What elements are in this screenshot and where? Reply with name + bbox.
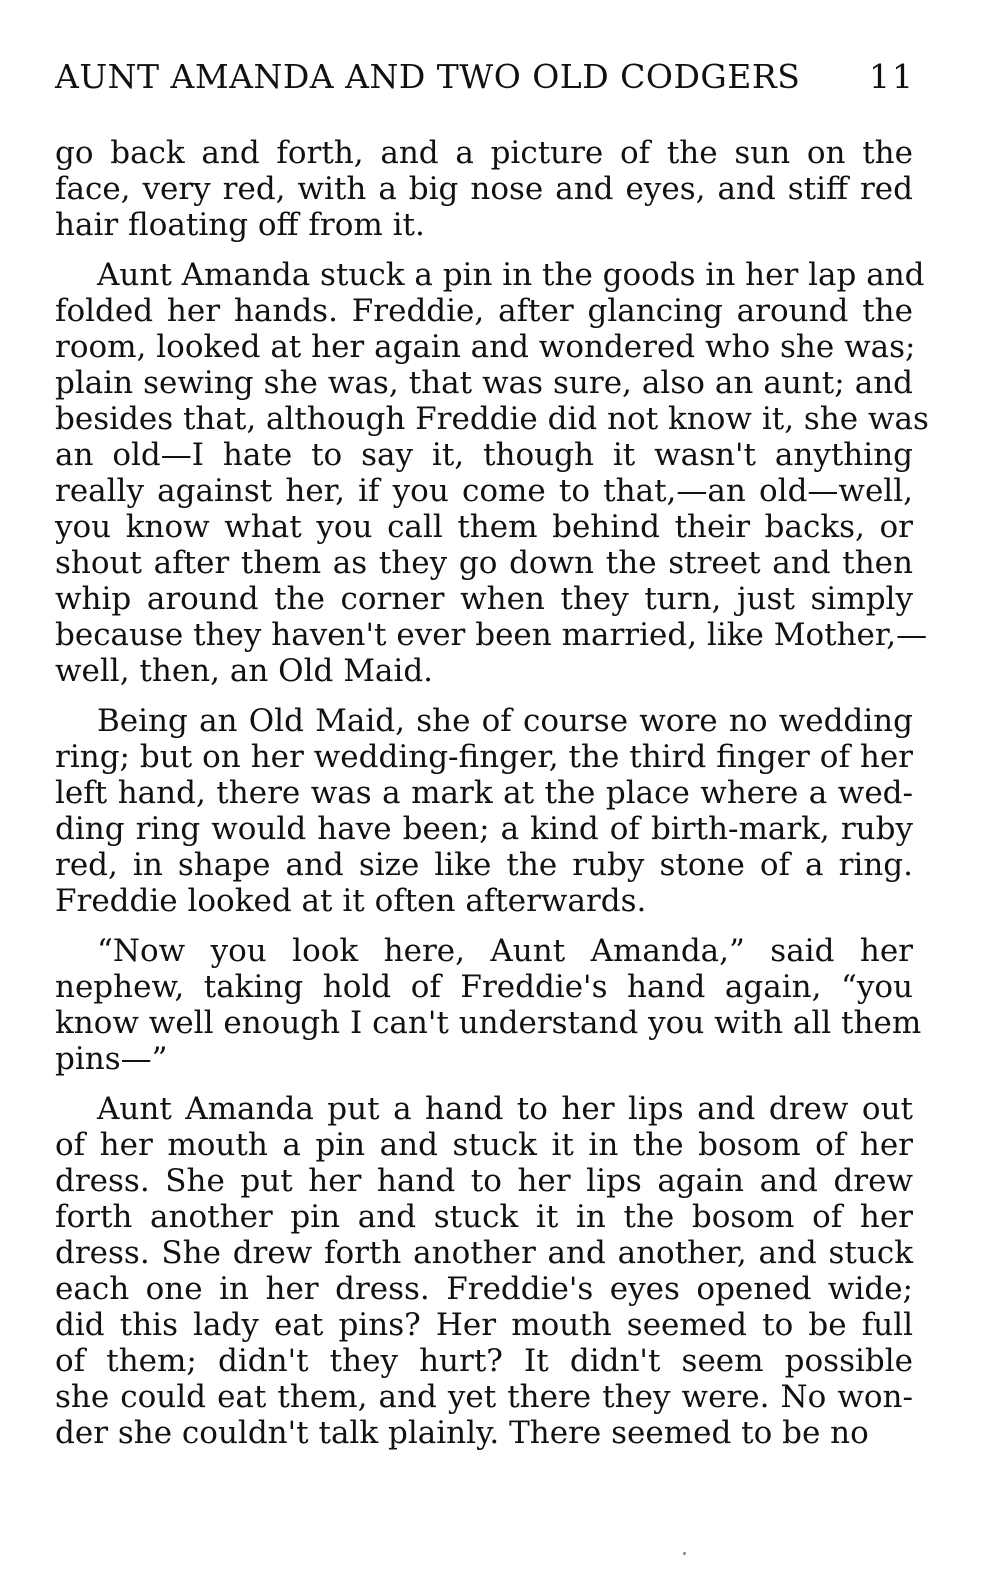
text-line: because they haven't ever been married, like Mother,— [55, 617, 928, 653]
text-line: face, very red, with a big nose and eyes, and stiff red [55, 171, 913, 207]
text-line: know well enough I can't understand you with all them [55, 1005, 922, 1041]
text-line: Aunt Amanda put a hand to her lips and drew out [97, 1091, 913, 1127]
paragraph [55, 1091, 913, 1451]
text-line: go back and forth, and a picture of the sun on the [55, 135, 913, 171]
text-line: besides that, although Freddie did not know it, she was [55, 401, 929, 437]
paragraph [55, 135, 913, 243]
text-line: each one in her dress. Freddie's eyes opened wide; [55, 1271, 913, 1307]
text-line: dress. She put her hand to her lips again and drew [55, 1163, 913, 1199]
text-line: left hand, there was a mark at the place where a wed- [55, 775, 913, 811]
text-line: really against her, if you come to that,—an old—well, [55, 473, 913, 509]
scan-speck [683, 1552, 686, 1555]
paragraph [55, 257, 929, 689]
body-text [55, 135, 929, 1465]
chapter-title: AUNT AMANDA AND TWO OLD CODGERS [55, 57, 801, 96]
text-line: of them; didn't they hurt? It didn't seem possible [55, 1343, 913, 1379]
text-line: red, in shape and size like the ruby stone of a ring. [55, 847, 913, 883]
paragraph [55, 703, 913, 919]
text-line: plain sewing she was, that was sure, also an aunt; and [55, 365, 913, 401]
text-line: der she couldn't talk plainly. There seemed to be no [55, 1415, 869, 1451]
text-line: she could eat them, and yet there they were. No won- [55, 1379, 913, 1415]
text-line: Being an Old Maid, she of course wore no wedding [97, 703, 913, 739]
text-line: you know what you call them behind their backs, or [55, 509, 913, 545]
running-head [55, 52, 915, 102]
page-number: 11 [869, 57, 915, 96]
text-line: dress. She drew forth another and another, and stuck [55, 1235, 913, 1271]
text-line: well, then, an Old Maid. [55, 653, 434, 689]
text-line: shout after them as they go down the street and then [55, 545, 913, 581]
text-line: pins—” [55, 1041, 168, 1077]
text-line: an old—I hate to say it, though it wasn't anything [55, 437, 913, 473]
text-line: hair floating off from it. [55, 207, 425, 243]
text-line: nephew, taking hold of Freddie's hand again, “you [55, 969, 913, 1005]
text-line: Freddie looked at it often afterwards. [55, 883, 647, 919]
text-line: ding ring would have been; a kind of birth-mark, ruby [55, 811, 913, 847]
text-line: room, looked at her again and wondered who she was; [55, 329, 916, 365]
text-line: “Now you look here, Aunt Amanda,” said her [97, 933, 913, 969]
paragraph [55, 933, 922, 1077]
text-line: whip around the corner when they turn, just simply [55, 581, 913, 617]
text-line: ring; but on her wedding-finger, the third finger of her [55, 739, 913, 775]
text-line: of her mouth a pin and stuck it in the bosom of her [55, 1127, 913, 1163]
text-line: folded her hands. Freddie, after glancing around the [55, 293, 913, 329]
text-line: did this lady eat pins? Her mouth seemed to be full [55, 1307, 913, 1343]
text-line: Aunt Amanda stuck a pin in the goods in her lap and [97, 257, 925, 293]
text-line: forth another pin and stuck it in the bosom of her [55, 1199, 913, 1235]
